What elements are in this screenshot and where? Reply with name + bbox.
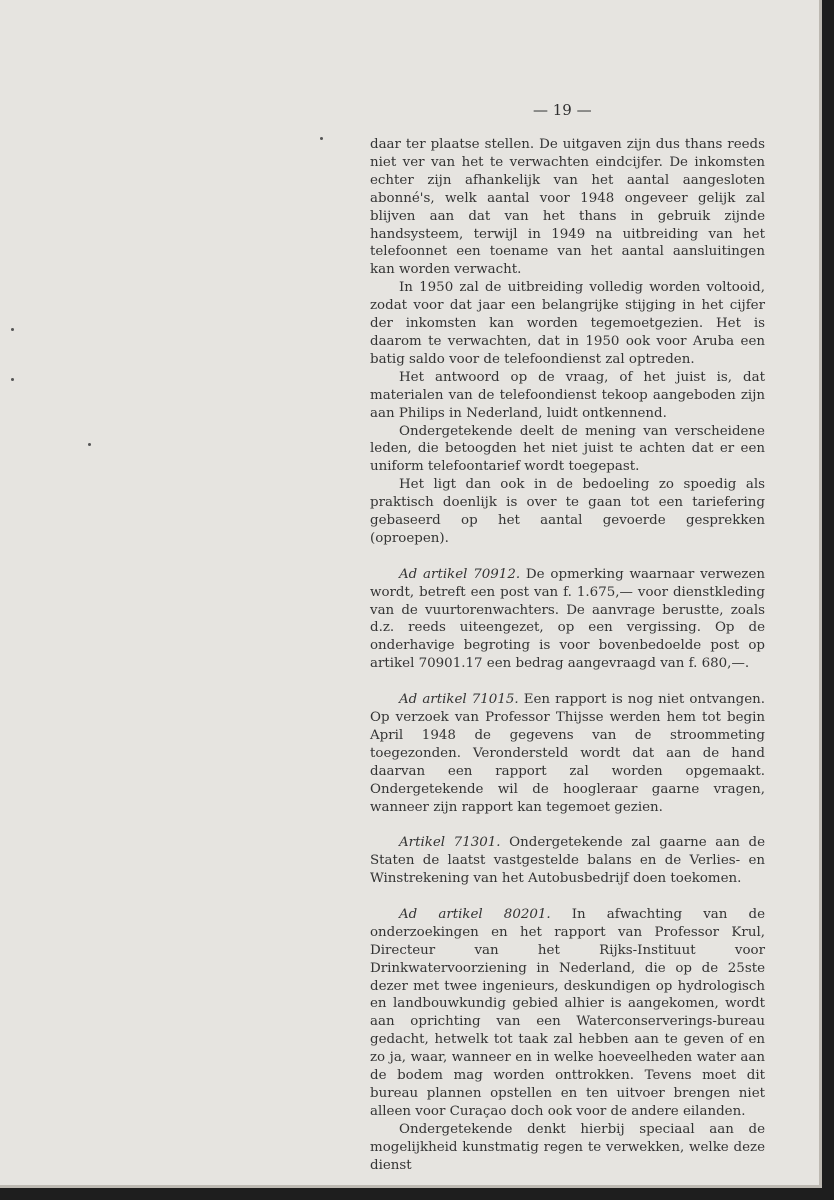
paragraph-text: Ondergetekende denkt hierbij speciaal aan de mogelijkheid kunstmatig regen te verwekken, welke deze dienst xyxy=(370,1121,765,1173)
paragraph-text: Een rapport is nog niet ontvangen. Op verzoek van Professor Thijsse werden hem tot begin April 1948 de gegevens van de stroommeting toegezonden. Verondersteld wordt dat aan de hand daarvan een rapport zal worden opgemaakt. Ondergetekende wil de hoogleraar gaarne vragen, wanneer zijn rapport kan tegemoet gezien. xyxy=(370,692,765,815)
paragraph-lead: Ad artikel 80201. xyxy=(399,906,551,922)
page-number: — 19 — xyxy=(533,101,592,119)
paragraph xyxy=(370,279,765,369)
scan-edge-bottom xyxy=(0,1188,834,1200)
paragraph-ad-artikel-71015 xyxy=(370,691,765,816)
paragraph xyxy=(370,1121,765,1175)
punch-mark xyxy=(11,328,14,331)
text-column xyxy=(370,136,765,1175)
paragraph-ad-artikel-80201 xyxy=(370,906,765,1121)
paragraph xyxy=(370,369,765,423)
paragraph-text: Het antwoord op de vraag, of het juist is, dat materialen van de telefoondienst tekoop aangeboden zijn aan Philips in Nederland, luidt ontkennend. xyxy=(370,369,765,421)
scan-edge-right xyxy=(822,0,834,1200)
paragraph-lead: Ad artikel 70912. xyxy=(399,566,521,582)
paragraph-text: Het ligt dan ook in de bedoeling zo spoedig als praktisch doenlijk is over te gaan tot een tariefering gebaseerd op het aantal gevoerde gesprekken (oproepen). xyxy=(370,477,765,546)
paragraph xyxy=(370,136,765,279)
punch-mark xyxy=(320,137,323,140)
paragraph-artikel-71301 xyxy=(370,834,765,888)
paragraph xyxy=(370,423,765,477)
punch-mark xyxy=(88,443,91,446)
paragraph-text: In afwachting van de onderzoekingen en het rapport van Professor Krul, Directeur van het Rijks-Instituut voor Drinkwatervoorziening in Nederland, die op de 25ste dezer met twee ingenieurs, deskundigen op hydrologisch en landbouwkundig gebied alhier is aangekomen, wordt aan oprichting van een Waterconserverings-bureau gedacht, hetwelk tot taak zal hebben aan te geven of en zo ja, waar, wanneer en in welke hoeveelheden water aan de bodem mag worden onttrokken. Tevens moet dit bureau plannen opstellen en ten uitvoer brengen niet alleen voor Curaçao doch ook voor de andere eilanden. xyxy=(370,906,765,1119)
paragraph-text: Ondergetekende deelt de mening van verscheidene leden, die betoogden het niet juist te achten dat er een uniform telefoontarief wordt toegepast. xyxy=(370,423,765,475)
paragraph-text: In 1950 zal de uitbreiding volledig worden voltooid, zodat voor dat jaar een belangrijke stijging in het cijfer der inkomsten kan worden tegemoetgezien. Het is daarom te verwachten, dat in 1950 ook voor Aruba een batig saldo voor de telefoondienst zal optreden. xyxy=(370,280,765,367)
paragraph-text: daar ter plaatse stellen. De uitgaven zijn dus thans reeds niet ver van het te verwachten eindcijfer. De inkomsten echter zijn afhankelijk van het aantal aangesloten abonné's, welk aantal voor 1948 ongeveer gelijk zal blijven aan dat van het thans in gebruik zijnde handsysteem, terwijl in 1949 na uitbreiding van het telefoonnet een toename van het aantal aansluitingen kan worden verwacht. xyxy=(370,137,765,278)
paragraph-text: De opmerking waarnaar verwezen wordt, betreft een post van f. 1.675,— voor dienstkleding van de vuurtorenwachters. De aanvrage berustte, zoals d.z. reeds uiteengezet, op een vergissing. Op de onderhavige begroting is voor bovenbedoelde post op artikel 70901.17 een bedrag aangevraagd van f. 680,—. xyxy=(370,566,765,672)
punch-mark xyxy=(11,378,14,381)
paragraph-ad-artikel-70912 xyxy=(370,566,765,673)
paragraph-lead: Artikel 71301. xyxy=(399,835,501,851)
paragraph-text: Ondergetekende zal gaarne aan de Staten de laatst vastgestelde balans en de Verlies- en Winstrekening van het Autobusbedrijf doen toekomen. xyxy=(370,835,766,887)
paragraph xyxy=(370,476,765,548)
paragraph-lead: Ad artikel 71015. xyxy=(399,692,519,708)
